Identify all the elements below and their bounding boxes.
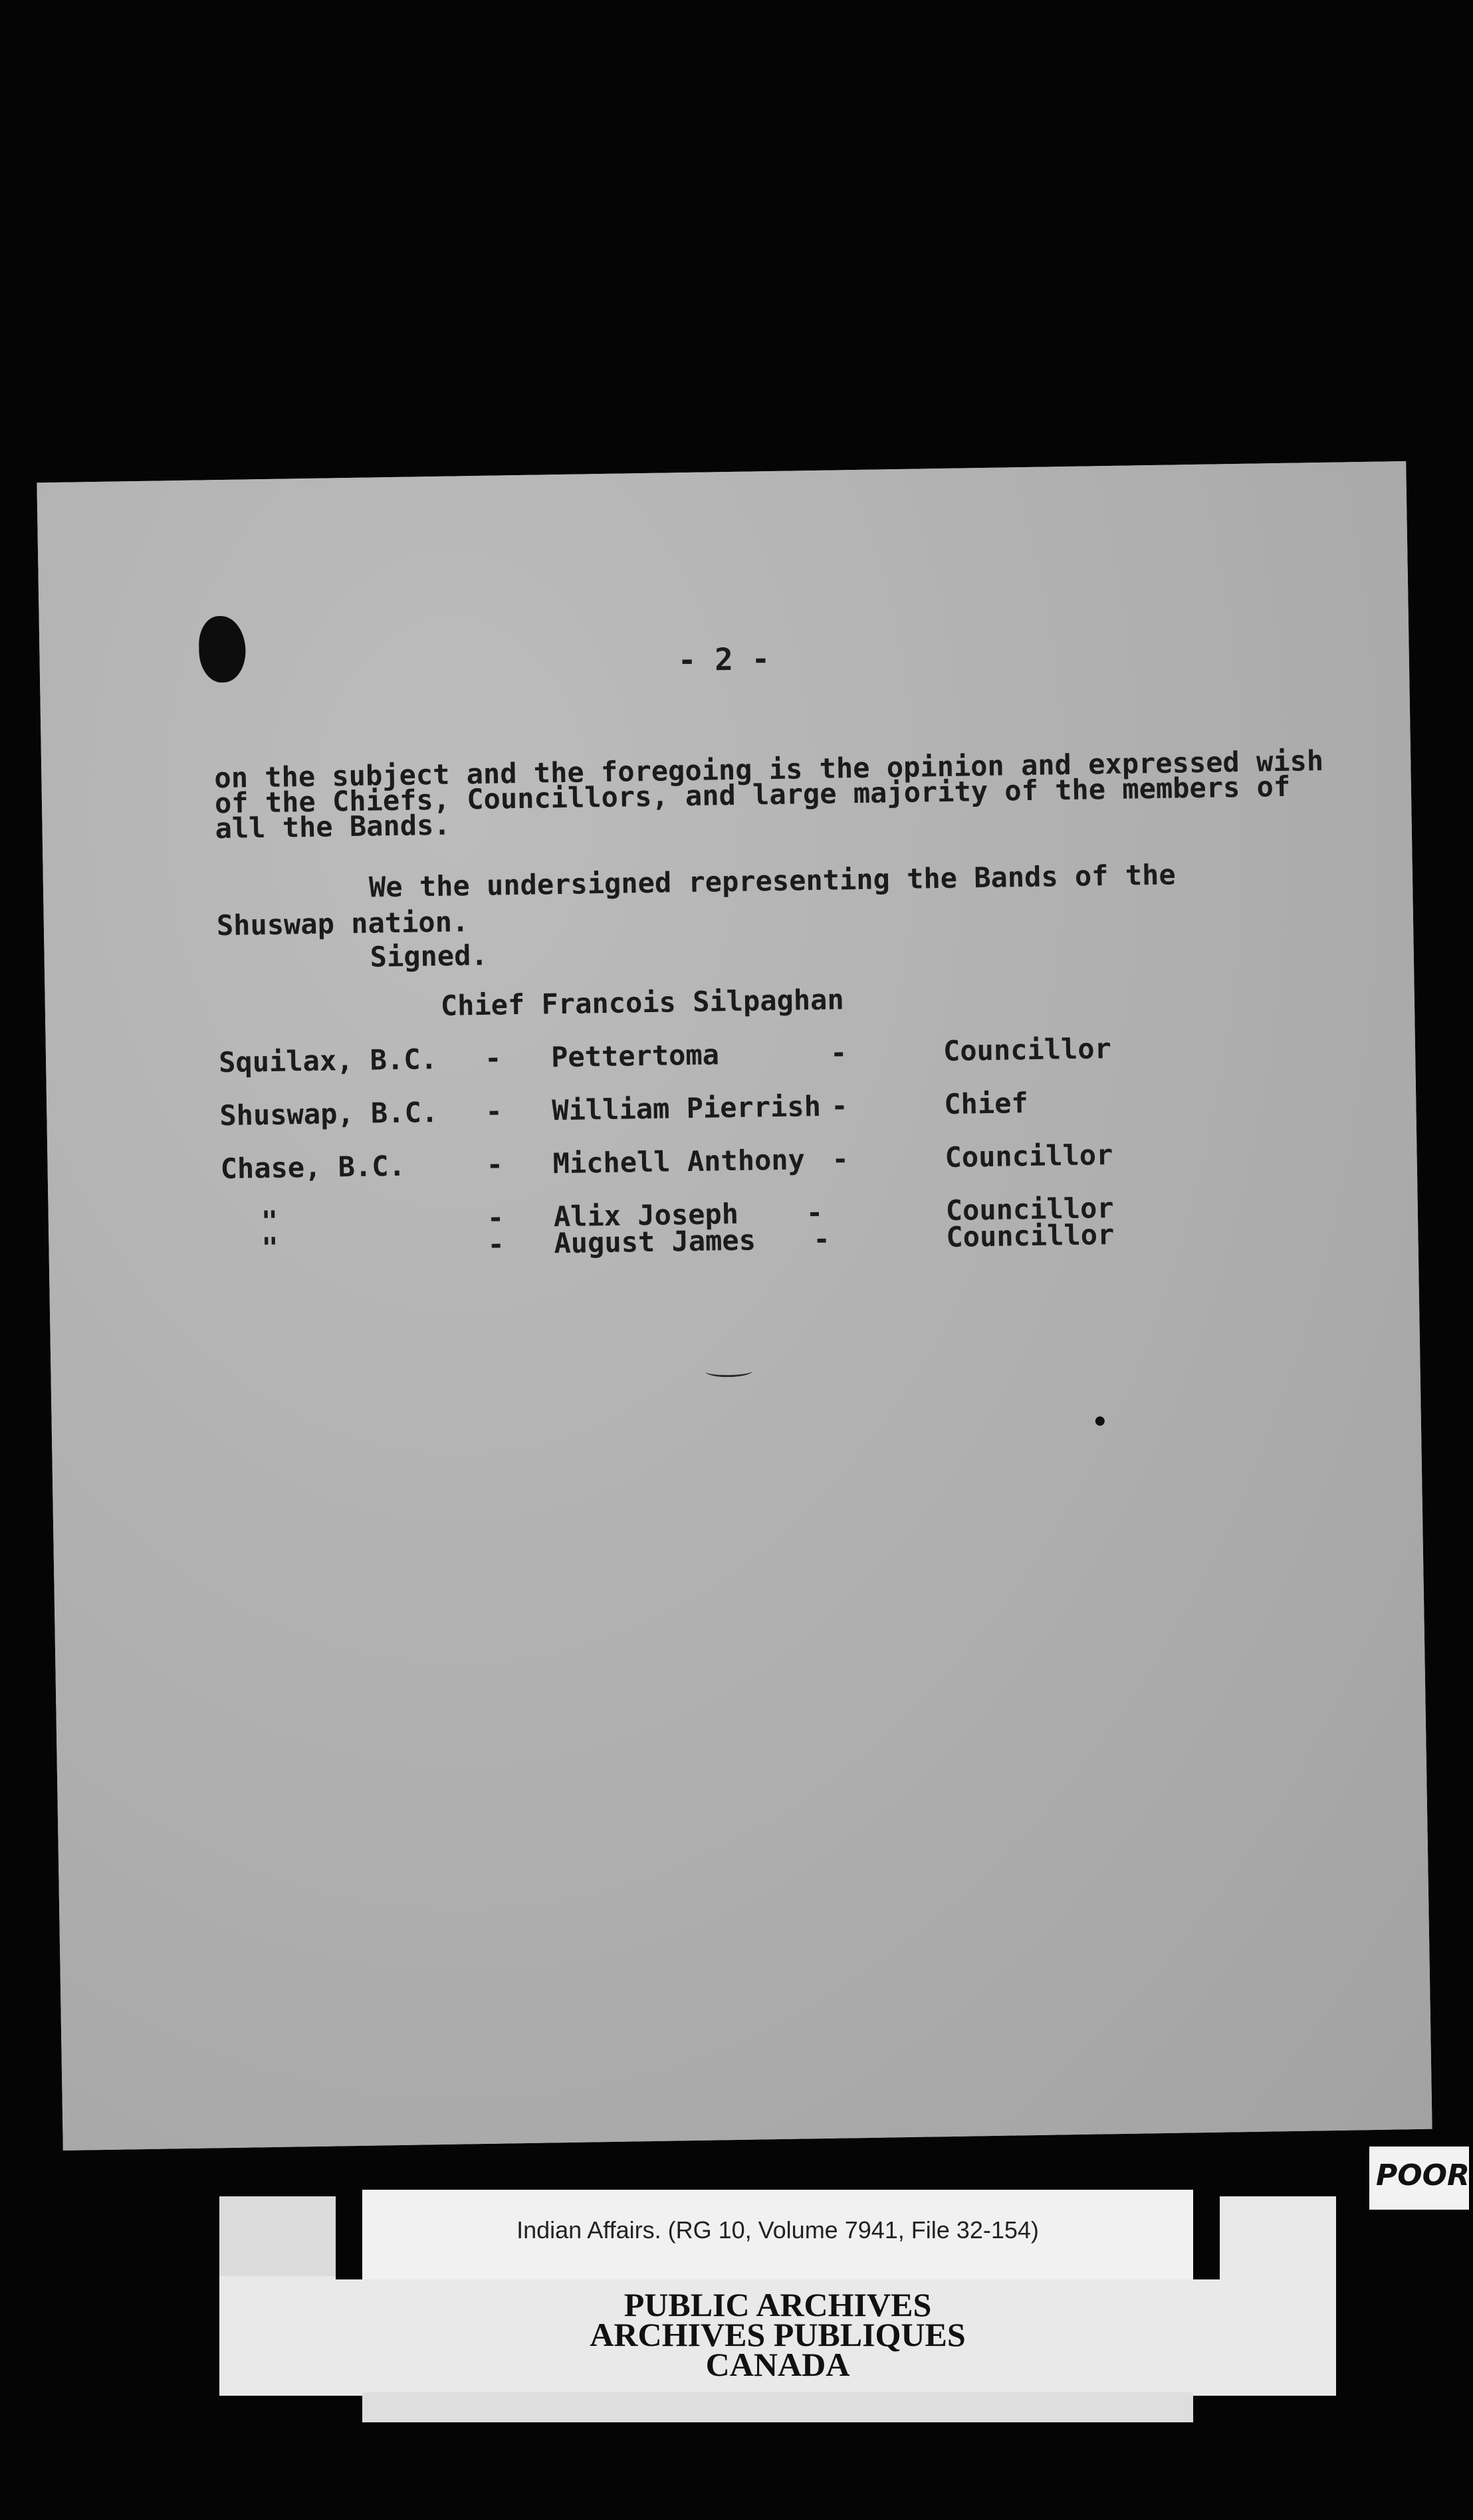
signatory-role: Councillor: [945, 1192, 1115, 1227]
signatory-name: William Pierrish: [551, 1089, 822, 1127]
paragraph-opinion: on the subject and the foregoing is the opinion and expressed wish of the Chiefs, Councillors, and large majority of the members of all the Bands.: [214, 744, 1324, 845]
separator-dash: -: [486, 1148, 504, 1181]
separator-dash: -: [487, 1227, 505, 1261]
archive-country: CANADA: [705, 2346, 850, 2383]
signatory-name: Alix Joseph: [553, 1197, 739, 1233]
signatory-place: Shuswap, B.C.: [219, 1095, 439, 1132]
signatory-place: Squilax, B.C.: [218, 1042, 438, 1079]
document-page: [37, 461, 1432, 2151]
chief-signature: Chief Francois Silpaghan: [440, 983, 845, 1022]
signatory-row: [219, 1033, 1216, 1082]
label-bottom-strip: [362, 2392, 1193, 2422]
separator-dash: -: [830, 1036, 848, 1069]
signatory-place: ": [261, 1204, 279, 1238]
separator-dash: -: [487, 1201, 505, 1234]
signatory-name: August James: [554, 1223, 756, 1260]
paragraph-undersigned: We the undersigned representing the Bands of the Shuswap nation.: [216, 858, 1177, 942]
signatory-place: Chase, B.C.: [220, 1149, 406, 1186]
separator-dash: -: [830, 1089, 848, 1122]
separator-dash: -: [484, 1041, 502, 1075]
signatory-role: Councillor: [945, 1138, 1113, 1174]
signatory-role: Chief: [943, 1087, 1029, 1121]
label-tab: [219, 2196, 336, 2276]
signatory-row: [220, 1139, 1218, 1188]
signatory-role: Councillor: [943, 1032, 1112, 1068]
label-slot: [336, 2193, 362, 2279]
signatory-role: Councillor: [946, 1218, 1115, 1253]
quality-stamp: POOR: [1376, 2158, 1470, 2192]
archive-name-en: PUBLIC ARCHIVES: [623, 2286, 932, 2323]
archive-name-fr: ARCHIVES PUBLIQUES: [590, 2316, 966, 2353]
separator-dash: -: [806, 1196, 824, 1229]
signatory-row: [219, 1086, 1217, 1135]
separator-dash: -: [813, 1222, 831, 1256]
punch-hole: [199, 615, 247, 682]
archive-reference: Indian Affairs. (RG 10, Volume 7941, File 32-154): [516, 2216, 1039, 2244]
signatory-name: Michell Anthony: [552, 1143, 806, 1180]
signatory-name: Pettertoma: [550, 1038, 720, 1074]
page-number: - 2 -: [677, 641, 770, 679]
label-slot: [1193, 2193, 1220, 2279]
signed-label: Signed.: [370, 938, 489, 974]
ink-smudge: [705, 1366, 752, 1378]
separator-dash: -: [485, 1095, 503, 1128]
signatory-place: ": [261, 1231, 279, 1265]
ink-dot: [1095, 1416, 1105, 1425]
separator-dash: -: [832, 1142, 850, 1176]
